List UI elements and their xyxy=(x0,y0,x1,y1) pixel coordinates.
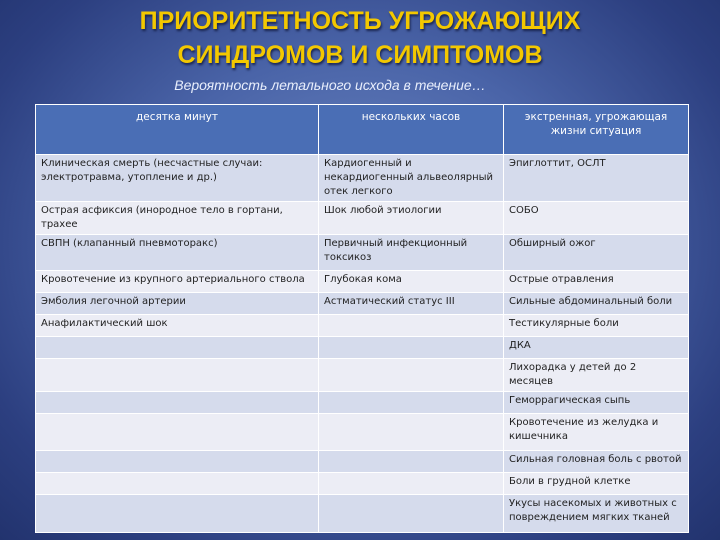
table-cell: Шок любой этиологии xyxy=(319,202,504,235)
table-cell: Анафилактический шок xyxy=(36,315,319,337)
table-cell: Эмболия легочной артерии xyxy=(36,293,319,315)
table-row xyxy=(36,271,689,293)
table-cell xyxy=(36,451,319,473)
table-cell xyxy=(319,392,504,414)
table-row xyxy=(36,359,689,392)
table-cell: Острая асфиксия (инородное тело в гортани, трахее xyxy=(36,202,319,235)
table-cell: Боли в грудной клетке xyxy=(504,473,689,495)
table-cell: СОБО xyxy=(504,202,689,235)
table-cell: Обширный ожог xyxy=(504,235,689,271)
table-cell xyxy=(36,495,319,533)
table-cell xyxy=(319,414,504,451)
table-header-row xyxy=(36,105,689,155)
table-cell xyxy=(319,451,504,473)
title-line-2: СИНДРОМОВ И СИМПТОМОВ xyxy=(177,41,543,69)
table-cell: Клиническая смерть (несчастные случаи: электротравма, утопление и др.) xyxy=(36,155,319,202)
table-cell: Кровотечение из крупного артериального ствола xyxy=(36,271,319,293)
table-cell: Геморрагическая сыпь xyxy=(504,392,689,414)
table-row xyxy=(36,235,689,271)
table-cell: ДКА xyxy=(504,337,689,359)
table-cell: Тестикулярные боли xyxy=(504,315,689,337)
table-row xyxy=(36,495,689,533)
table-cell xyxy=(319,473,504,495)
column-header-minutes: десятка минут xyxy=(36,105,319,155)
priority-table xyxy=(35,104,689,533)
table-cell xyxy=(36,392,319,414)
table-cell: Сильная головная боль с рвотой xyxy=(504,451,689,473)
table-cell: Кардиогенный и некардиогенный альвеолярный отек легкого xyxy=(319,155,504,202)
table-row xyxy=(36,202,689,235)
table-cell: Лихорадка у детей до 2 месяцев xyxy=(504,359,689,392)
table-cell xyxy=(36,414,319,451)
table-row xyxy=(36,392,689,414)
table-cell: Острые отравления xyxy=(504,271,689,293)
table-row xyxy=(36,293,689,315)
table-row xyxy=(36,315,689,337)
table-cell: СВПН (клапанный пневмоторакс) xyxy=(36,235,319,271)
column-header-emergency: экстренная, угрожающая жизни ситуация xyxy=(504,105,689,155)
table-row xyxy=(36,414,689,451)
table-cell: Укусы насекомых и животных с повреждением мягких тканей xyxy=(504,495,689,533)
table-cell xyxy=(36,337,319,359)
table-cell: Сильные абдоминальный боли xyxy=(504,293,689,315)
table-cell: Астматический статус III xyxy=(319,293,504,315)
table-cell: Эпиглоттит, ОСЛТ xyxy=(504,155,689,202)
table-cell: Глубокая кома xyxy=(319,271,504,293)
table-cell xyxy=(36,359,319,392)
table-row xyxy=(36,451,689,473)
table-cell: Первичный инфекционный токсикоз xyxy=(319,235,504,271)
table-cell xyxy=(319,495,504,533)
table-cell xyxy=(319,359,504,392)
slide-title xyxy=(0,4,720,72)
table-cell: Кровотечение из желудка и кишечника xyxy=(504,414,689,451)
table-cell xyxy=(319,315,504,337)
title-line-1: ПРИОРИТЕТНОСТЬ УГРОЖАЮЩИХ xyxy=(139,7,581,35)
table-cell xyxy=(36,473,319,495)
table-row xyxy=(36,473,689,495)
table-cell xyxy=(319,337,504,359)
table-row xyxy=(36,337,689,359)
column-header-hours: нескольких часов xyxy=(319,105,504,155)
table-row xyxy=(36,155,689,202)
slide-subtitle: Вероятность летального исхода в течение… xyxy=(174,77,486,93)
